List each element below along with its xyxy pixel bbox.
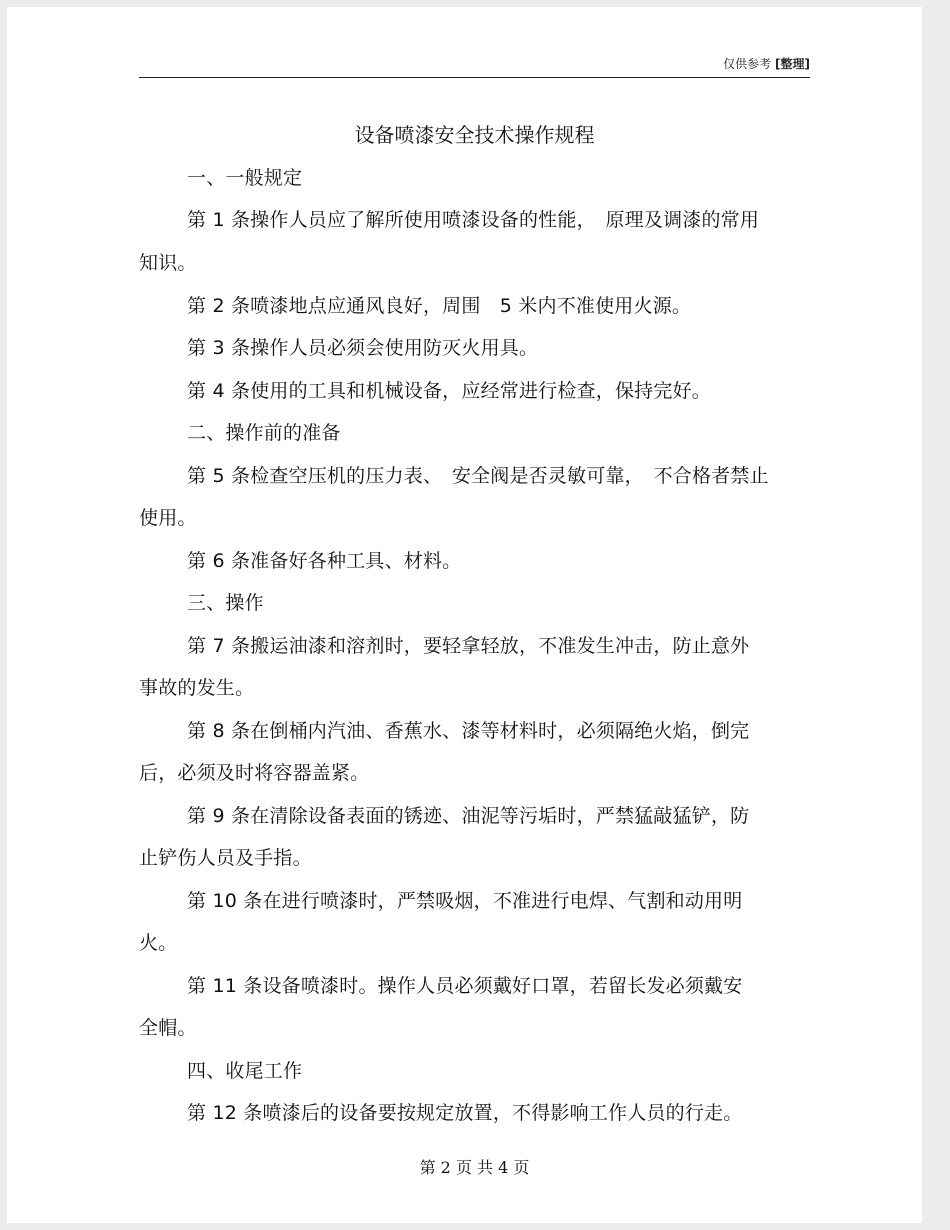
section-heading: 二、操作前的准备 xyxy=(187,422,341,444)
paragraph-line: 使用。 xyxy=(139,507,197,529)
paragraph-line: 第 3 条操作人员必须会使用防灭火用具。 xyxy=(187,337,539,359)
section-heading: 四、收尾工作 xyxy=(187,1060,303,1082)
paragraph-line: 第 6 条准备好各种工具、材料。 xyxy=(187,550,462,572)
paragraph-line: 第 7 条搬运油漆和溶剂时，要轻拿轻放，不准发生冲击，防止意外 xyxy=(187,635,750,657)
paragraph-line: 第 11 条设备喷漆时。操作人员必须戴好口罩，若留长发必须戴安 xyxy=(187,975,743,997)
paragraph-line: 第 8 条在倒桶内汽油、香蕉水、漆等材料时，必须隔绝火焰，倒完 xyxy=(187,720,750,742)
paragraph-line: 第 2 条喷漆地点应通风良好，周围 5 米内不准使用火源。 xyxy=(187,295,692,317)
header-tag: [整理] xyxy=(775,57,810,71)
paragraph-line: 事故的发生。 xyxy=(139,677,255,699)
header-rule xyxy=(139,77,810,78)
paragraph-line: 知识。 xyxy=(139,252,197,274)
paragraph-line: 第 12 条喷漆后的设备要按规定放置，不得影响工作人员的行走。 xyxy=(187,1102,743,1124)
paragraph-line: 火。 xyxy=(139,932,178,954)
paragraph-line: 第 5 条检查空压机的压力表、 安全阀是否灵敏可靠， 不合格者禁止 xyxy=(187,465,769,487)
section-heading: 三、操作 xyxy=(187,592,264,614)
paragraph-line: 第 10 条在进行喷漆时，严禁吸烟，不准进行电焊、气割和动用明 xyxy=(187,890,743,912)
paragraph-line: 全帽。 xyxy=(139,1017,197,1039)
page-header xyxy=(139,55,810,72)
page-footer: 第 2 页 共 4 页 xyxy=(419,1158,530,1177)
section-heading: 一、一般规定 xyxy=(187,167,303,189)
paragraph-line: 后，必须及时将容器盖紧。 xyxy=(139,762,370,784)
paragraph-line: 第 9 条在清除设备表面的锈迹、油泥等污垢时，严禁猛敲猛铲，防 xyxy=(187,805,750,827)
paragraph-line: 第 4 条使用的工具和机械设备，应经常进行检查，保持完好。 xyxy=(187,380,711,402)
document-page xyxy=(7,7,922,1223)
header-note: 仅供参考 xyxy=(723,57,772,71)
paragraph-line: 第 1 条操作人员应了解所使用喷漆设备的性能， 原理及调漆的常用 xyxy=(187,209,760,231)
document-title: 设备喷漆安全技术操作规程 xyxy=(354,123,595,147)
paragraph-line: 止铲伤人员及手指。 xyxy=(139,847,312,869)
